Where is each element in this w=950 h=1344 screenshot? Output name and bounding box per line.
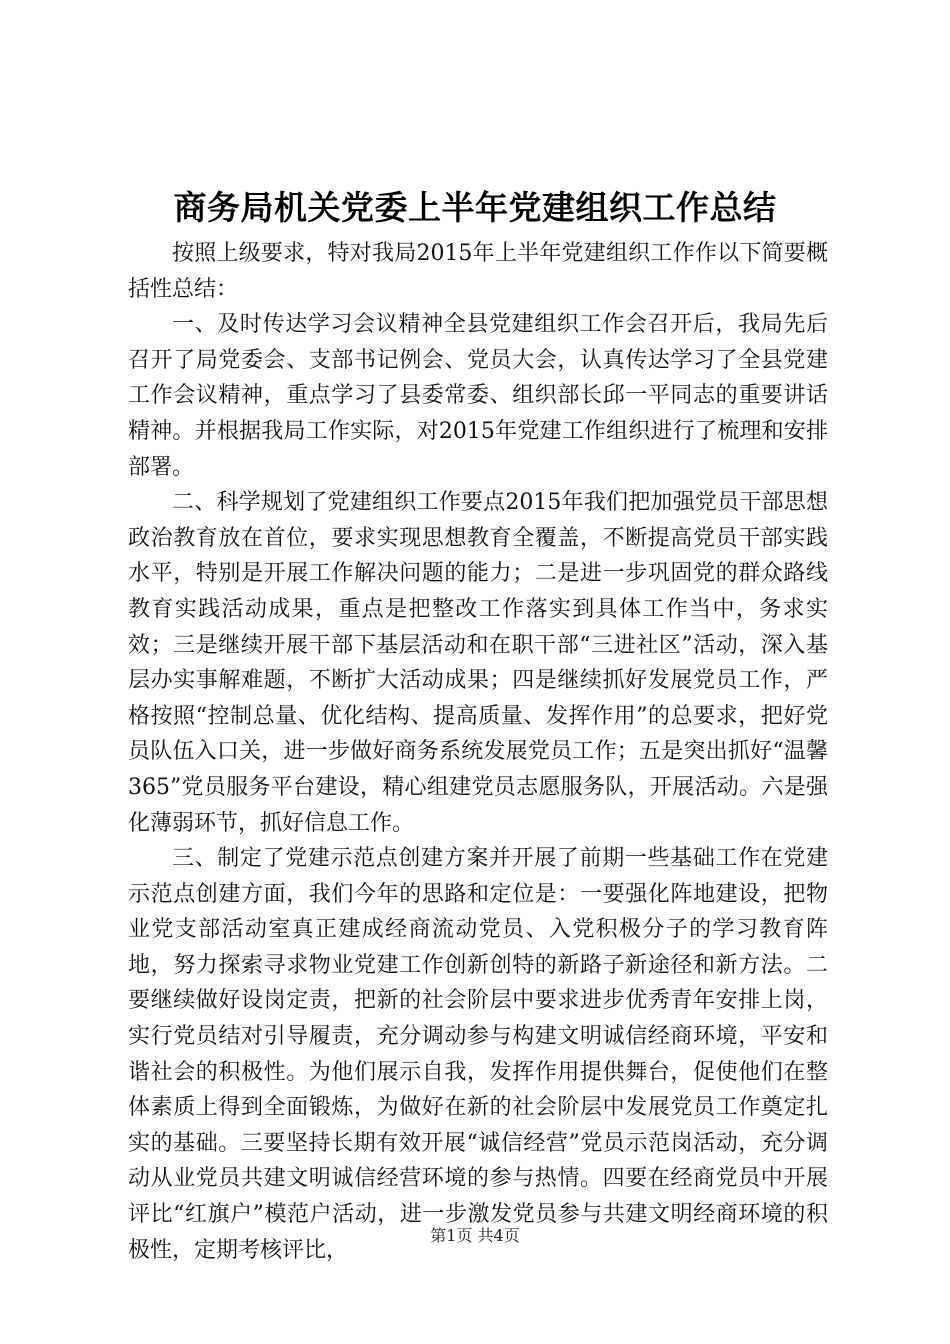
paragraph-section-3: 三、制定了党建示范点创建方案并开展了前期一些基础工作在党建示范点创建方面，我们今年的思路和定位是：一要强化阵地建设，把物业党支部活动室真正建成经商流动党员、入党积极分子的学习教育阵地，努力探索寻求物业党建工作创新创特的新路子新途径和新方法。二要继续做好设岗定责，把新的社会阶层中要求进步优秀青年安排上岗，实行党员结对引导履责，充分调动参与构建文明诚信经商环境，平安和谐社会的积极性。为他们展示自我，发挥作用提供舞台，促使他们在整体素质上得到全面锻炼，为做好在新的社会阶层中发展党员工作奠定扎实的基础。三要坚持长期有效开展“诚信经营”党员示范岗活动，充分调动从业党员共建文明诚信经营环境的参与热情。四要在经商党员中开展评比“红旗户”模范户活动，进一步激发党员参与共建文明经商环境的积极性，定期考核评比， — [128, 846, 828, 1263]
document-title: 商务局机关党委上半年党建组织工作总结 — [173, 188, 777, 227]
document-body — [128, 236, 828, 1268]
paragraph-section-1: 一、及时传达学习会议精神全县党建组织工作会召开后，我局先后召开了局党委会、支部书记例会、党员大会，认真传达学习了全县党建工作会议精神，重点学习了县委常委、组织部长邱一平同志的重要讲话精神。并根据我局工作实际，对2015年党建工作组织进行了梳理和安排部署。 — [128, 312, 828, 480]
page-number-footer: 第1页 共4页 — [430, 1226, 520, 1245]
paragraph-intro: 按照上级要求，特对我局2015年上半年党建组织工作作以下简要概括性总结： — [128, 241, 828, 302]
paragraph-section-2: 二、科学规划了党建组织工作要点2015年我们把加强党员干部思想政治教育放在首位，要求实现思想教育全覆盖，不断提高党员干部实践水平，特别是开展工作解决问题的能力；二是进一步巩固党的群众路线教育实践活动成果，重点是把整改工作落实到具体工作当中，务求实效；三是继续开展干部下基层活动和在职干部“三进社区”活动，深入基层办实事解难题，不断扩大活动成果；四是继续抓好发展党员工作，严格按照“控制总量、优化结构、提高质量、发挥作用”的总要求，把好党员队伍入口关，进一步做好商务系统发展党员工作；五是突出抓好“温馨365”党员服务平台建设，精心组建党员志愿服务队，开展活动。六是强化薄弱环节，抓好信息工作。 — [128, 490, 828, 836]
